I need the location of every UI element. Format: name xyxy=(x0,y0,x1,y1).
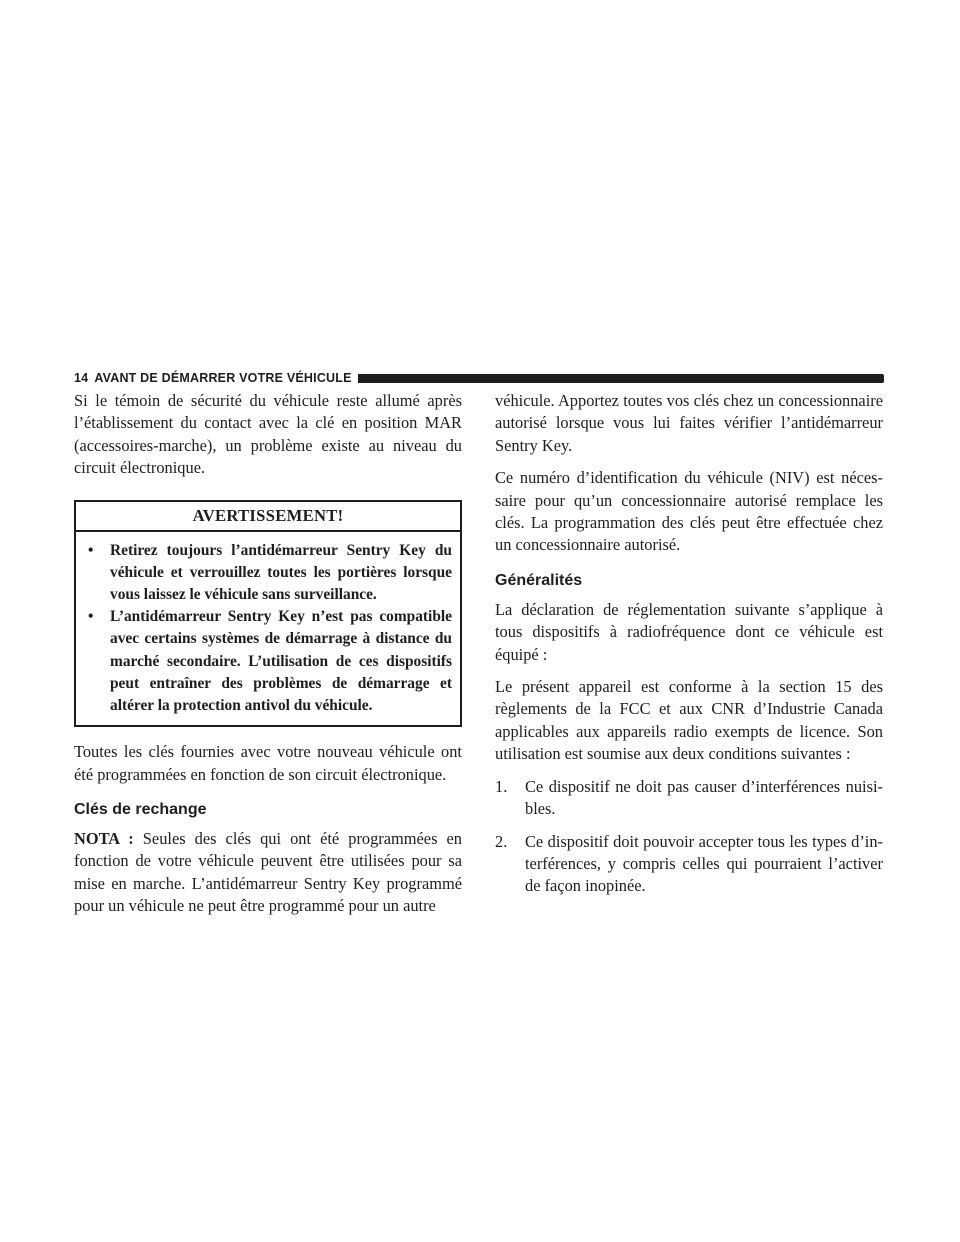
left-column xyxy=(74,390,462,928)
vin-paragraph: Ce numéro d’identification du véhicule (NIV) est nécessaire pour qu’un concessionnaire autorisé remplace les clés. La programmation des clés peut être effectuée chez un concessionnaire autorisé. xyxy=(495,468,883,555)
condition-number: 1. xyxy=(495,776,508,796)
condition-number: 2. xyxy=(495,831,508,851)
warning-title: AVERTISSEMENT! xyxy=(76,502,460,532)
declaration-paragraph: La déclaration de réglementation suivante s’applique à tous dispositifs à radiofréquence dont ce véhicule est équipé : xyxy=(495,599,883,664)
intro-paragraph: Si le témoin de sécurité du véhicule reste allumé après l’établissement du contact avec la clé en position MAR (accessoires-marche), un problème existe au niveau du circuit électronique. xyxy=(74,391,462,478)
note-paragraph xyxy=(74,828,462,918)
conditions-list xyxy=(495,776,883,898)
continued-paragraph: véhicule. Apportez toutes vos clés chez un concessionnaire autorisé lorsque vous lui faites vérifier l’antidémarreur Sentry Key. xyxy=(495,391,883,455)
compliance-paragraph: Le présent appareil est conforme à la section 15 des règlements de la FCC et aux CNR d’Industrie Canada applicables aux appareils radio exempts de licence. Son utilisation est soumise aux deux conditions suivantes : xyxy=(495,677,883,764)
keys-programmed-paragraph: Toutes les clés fournies avec votre nouveau véhicule ont été programmées en fonction de son circuit électronique. xyxy=(74,742,462,784)
note-label: NOTA : xyxy=(74,829,134,849)
page-header xyxy=(74,370,884,386)
page-number: 14 xyxy=(74,371,89,385)
warning-item-text: L’antidémarreur Sentry Key n’est pas compatible avec certains systèmes de démarrage à distance du marché secondaire. L’utilisation de ces dispositifs peut entraîner des problèmes de démarrage et altérer la protection antivol du véhicule. xyxy=(110,608,452,715)
warning-item xyxy=(86,540,452,607)
spare-keys-heading: Clés de rechange xyxy=(74,801,207,819)
bullet-icon: • xyxy=(88,541,94,559)
section-title: AVANT DE DÉMARRER VOTRE VÉHICULE xyxy=(94,371,352,385)
warning-item xyxy=(86,606,452,717)
condition-text: Ce dispositif doit pouvoir accepter tous les types d’interférences, y compris celles qui pourraient l’activer de façon inopinée. xyxy=(525,831,883,896)
warning-list xyxy=(76,532,460,726)
condition-text: Ce dispositif ne doit pas causer d’interférences nuisibles. xyxy=(525,776,883,819)
bullet-icon: • xyxy=(88,608,94,626)
header-rule xyxy=(358,374,884,383)
general-heading: Généralités xyxy=(495,571,583,589)
warning-item-text: Retirez toujours l’antidémarreur Sentry Key du véhicule et verrouillez toutes les portières lorsque vous laissez le véhicule sans surveillance. xyxy=(110,541,452,604)
warning-box xyxy=(74,500,462,728)
condition-item xyxy=(495,831,883,898)
condition-item xyxy=(495,776,883,821)
right-column xyxy=(495,390,883,908)
note-text: Seules des clés qui ont été programmées en fonction de votre véhicule peuvent être utilisées pour sa mise en marche. L’antidémarreur Sentry Key programmé pour un véhicule ne peut être programmé pour un autre xyxy=(74,829,462,916)
